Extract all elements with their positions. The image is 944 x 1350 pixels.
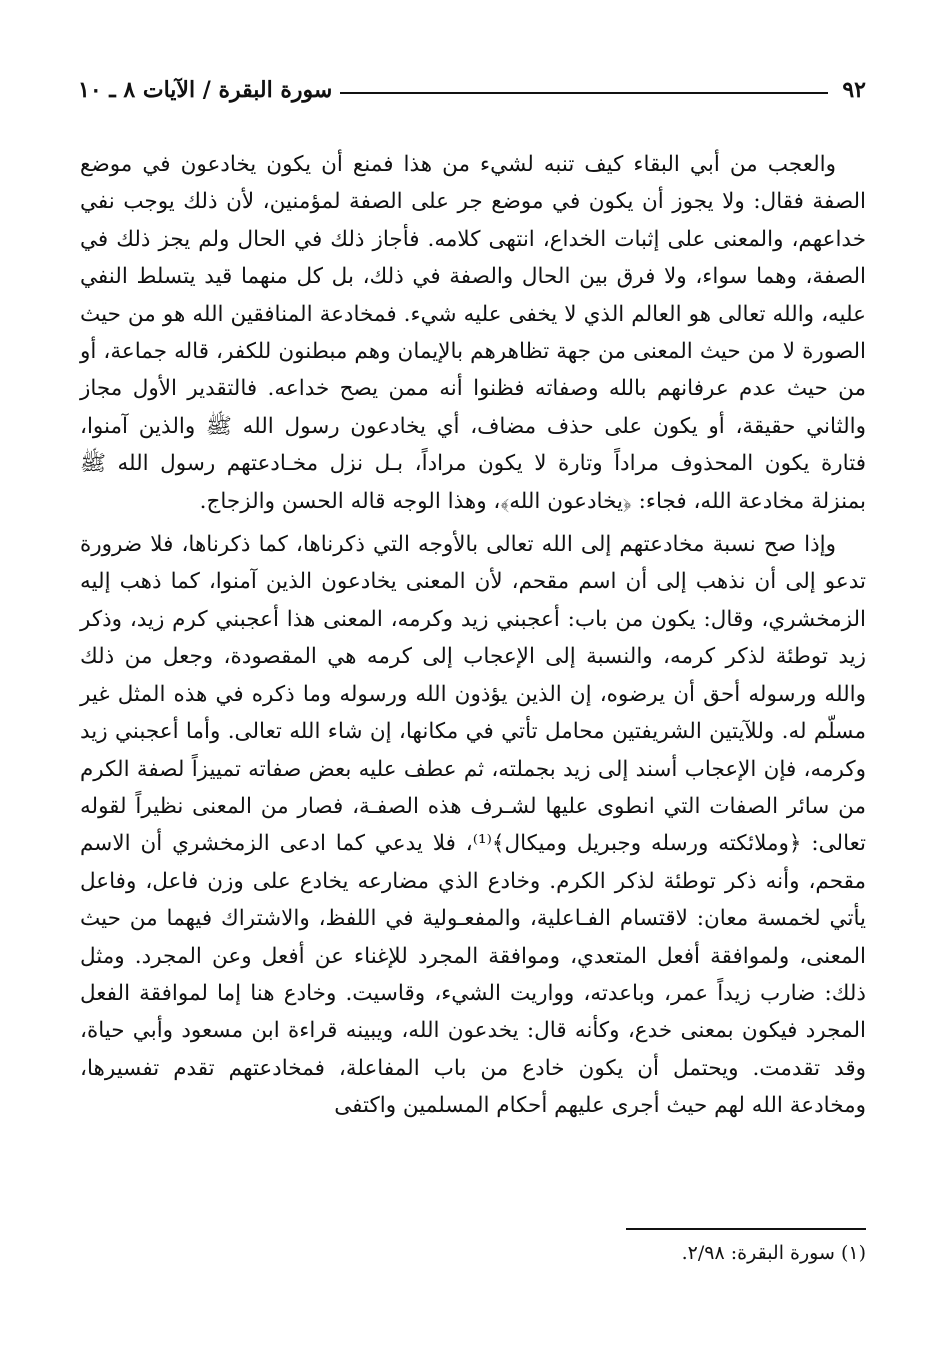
body-text [80,146,866,1125]
paragraph-2: وإذا صح نسبة مخادعتهم إلى الله تعالى بالأوجه التي ذكرناها، كما ذكرناها، فلا ضرورة تدعو إلى أن نذهب إلى أن اسم مقحم، لأن المعنى يخادعون الذين آمنوا، كما ذهب إليه الزمخشري، وقال: يكون من باب: أعجبني زيد وكرمه، المعنى هذا أعجبني كرم زيد، وذكر زيد توطئة لذكر كرمه، والنسبة إلى الإعجاب إلى كرمه هي المقصودة، وجعل من ذلك والله ورسوله أحق أن يرضوه، إن الذين يؤذون الله ورسوله وما ذكره في هذه المثل غير مسلّم له. وللآيتين الشريفتين محامل تأتي في مكانها، إن شاء الله تعالى. وأما أعجبني زيد وكرمه، فإن الإعجاب أسند إلى زيد بجملته، ثم عطف عليه بعض صفاته تمييزاً لصفة الكرم من سائر الصفات التي انطوى عليها لشـرف هذه الصفـة، فصار من المعنى نظيراً لقوله تعالى: ﴿وملائكته ورسله وجبريل وميكال﴾⁽¹⁾، فلا يدعي كما ادعى الزمخشري أن الاسم مقحم، وأنه ذكر توطئة لذكر الكرم. وخادع الذي مضارعه يخادع على وزن فاعل، وفاعل يأتي لخمسة معان: لاقتسام الفـاعلية، والمفعـولية في اللفظ، والاشتراك فيهما من حيث المعنى، ولموافقة أفعل المتعدي، وموافقة المجرد للإغناء عن أفعل وعن المجرد. ومثل ذلك: ضارب زيداً عمر، وباعدته، وواريت الشيء، وقاسيت. وخادع هنا إما لموافقة الفعل المجرد فيكون بمعنى خدع، وكأنه قال: يخدعون الله، ويبينه قراءة ابن مسعود وأبي حياة، وقد تقدمت. ويحتمل أن يكون خادع من باب المفاعلة، فمخادعتهم تقدم تفسيرها، ومخادعة الله لهم حيث أجرى عليهم أحكام المسلمين واكتفى [80,532,866,1119]
chapter-title: سورة البقرة / الآيات ٨ ـ ١٠ [78,77,333,103]
paragraph-1: والعجب من أبي البقاء كيف تنبه لشيء من هذا فمنع أن يكون يخادعون في موضع الصفة فقال: ولا يجوز أن يكون في موضع جر على الصفة لمؤمنين، لأن ذلك يوجب نفي خداعهم، والمعنى على إثبات الخداع، انتهى كلامه. فأجاز ذلك في الحال ولم يجز ذلك في الصفة، وهما سواء، ولا فرق بين الحال والصفة في ذلك، بل كل منهما قيد يتسلط النفي عليه، والله تعالى هو العالم الذي لا يخفى عليه شيء. فمخادعة المنافقين الله هو من حيث الصورة لا من حيث المعنى من جهة تظاهرهم بالإيمان وهم مبطنون للكفر، قاله جماعة، أو من حيث عدم عرفانهم بالله وصفاته فظنوا أنه ممن يصح خداعه. فالتقدير الأول مجاز والثاني حقيقة، أو يكون على حذف مضاف، أي يخادعون رسول الله ﷺ والذين آمنوا، فتارة يكون المحذوف مراداً وتارة لا يكون مراداً، بـل نزل مخـادعتهم رسول الله ﷺ بمنزلة مخادعة الله، فجاء: ﴿يخادعون الله﴾، وهذا الوجه قاله الحسن والزجاج. [80,152,866,514]
running-head [78,70,866,110]
footnote-separator [626,1228,866,1230]
page-number: ٩٢ [842,77,866,103]
footnote: (١) سورة البقرة: ٢/٩٨. [681,1242,866,1264]
header-rule [340,92,828,94]
